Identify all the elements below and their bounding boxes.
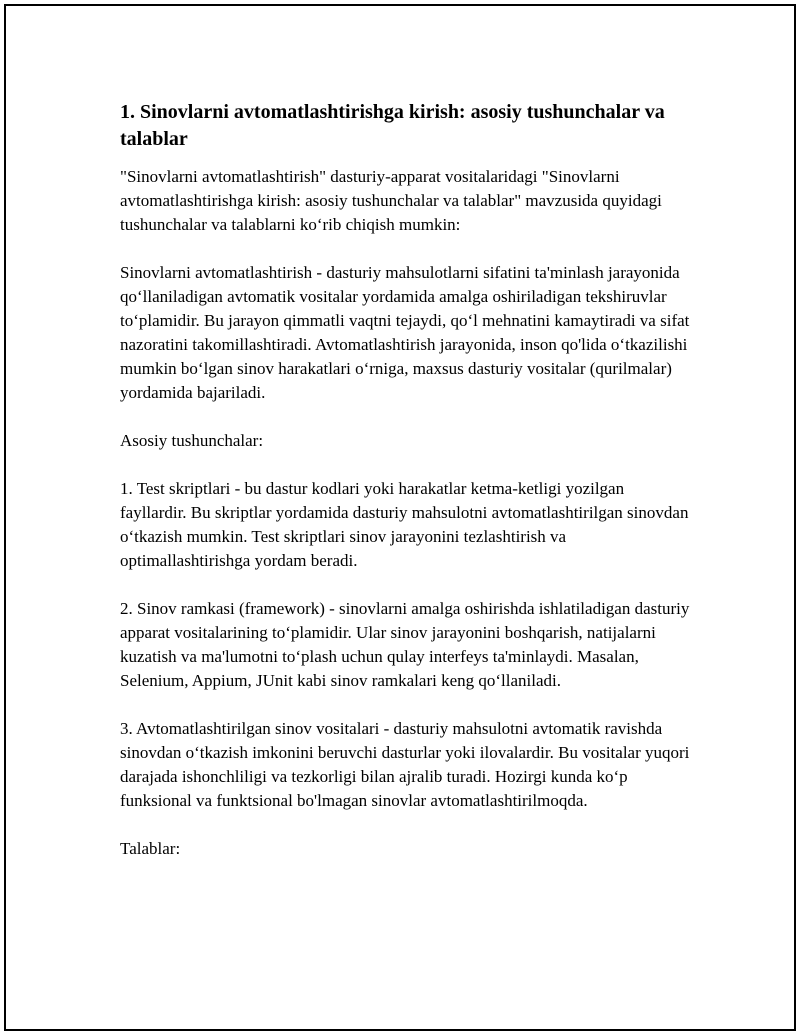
document-body	[120, 99, 690, 885]
intro-paragraph: "Sinovlarni avtomatlashtirish" dasturiy-apparat vositalaridagi "Sinovlarni avtomatlashtirishga kirish: asosiy tushunchalar va talablar" mavzusida quyidagi tushunchalar va talablarni koʻrib chiqish mumkin:	[120, 167, 662, 234]
requirements-heading: Talablar:	[120, 839, 181, 858]
concept-test-framework: 2. Sinov ramkasi (framework) - sinovlarni amalga oshirishda ishlatiladigan dasturiy apparat vositalarining toʻplamidir. Ular sinov jarayonini boshqarish, natijalarni kuzatish va ma'lumotni toʻplash uchun qulay interfeys ta'minlaydi. Masalan, Selenium, Appium, JUnit kabi sinov ramkalari keng qoʻllaniladi.	[120, 599, 690, 690]
section-title: 1. Sinovlarni avtomatlashtirishga kirish: asosiy tushunchalar va talablar	[120, 101, 665, 150]
concept-automated-tools: 3. Avtomatlashtirilgan sinov vositalari - dasturiy mahsulotni avtomatik ravishda sinovdan oʻtkazish imkonini beruvchi dasturlar yoki ilovalardir. Bu vositalar yuqori darajada ishonchliligi va tezkorligi bilan ajralib turadi. Hozirgi kunda koʻp funksional va funktsional bo'lmagan sinovlar avtomatlashtirilmoqda.	[120, 719, 690, 810]
concept-test-scripts: 1. Test skriptlari - bu dastur kodlari yoki harakatlar ketma-ketligi yozilgan fayllardir. Bu skriptlar yordamida dasturiy mahsulotni avtomatlashtirilgan sinovdan oʻtkazish mumkin. Test skriptlari sinov jarayonini tezlashtirish va optimallashtirishga yordam beradi.	[120, 479, 689, 570]
key-concepts-heading: Asosiy tushunchalar:	[120, 431, 264, 450]
definition-paragraph: Sinovlarni avtomatlashtirish - dasturiy mahsulotlarni sifatini ta'minlash jarayonida qoʻllaniladigan avtomatik vositalar yordamida amalga oshiriladigan tekshiruvlar toʻplamidir. Bu jarayon qimmatli vaqtni tejaydi, qoʻl mehnatini kamaytiradi va sifat nazoratini takomillashtiradi. Avtomatlashtirish jarayonida, inson qo'lida oʻtkazilishi mumkin boʻlgan sinov harakatlari oʻrniga, maxsus dasturiy vositalar (qurilmalar) yordamida bajariladi.	[120, 263, 690, 402]
page-frame	[4, 4, 796, 1031]
